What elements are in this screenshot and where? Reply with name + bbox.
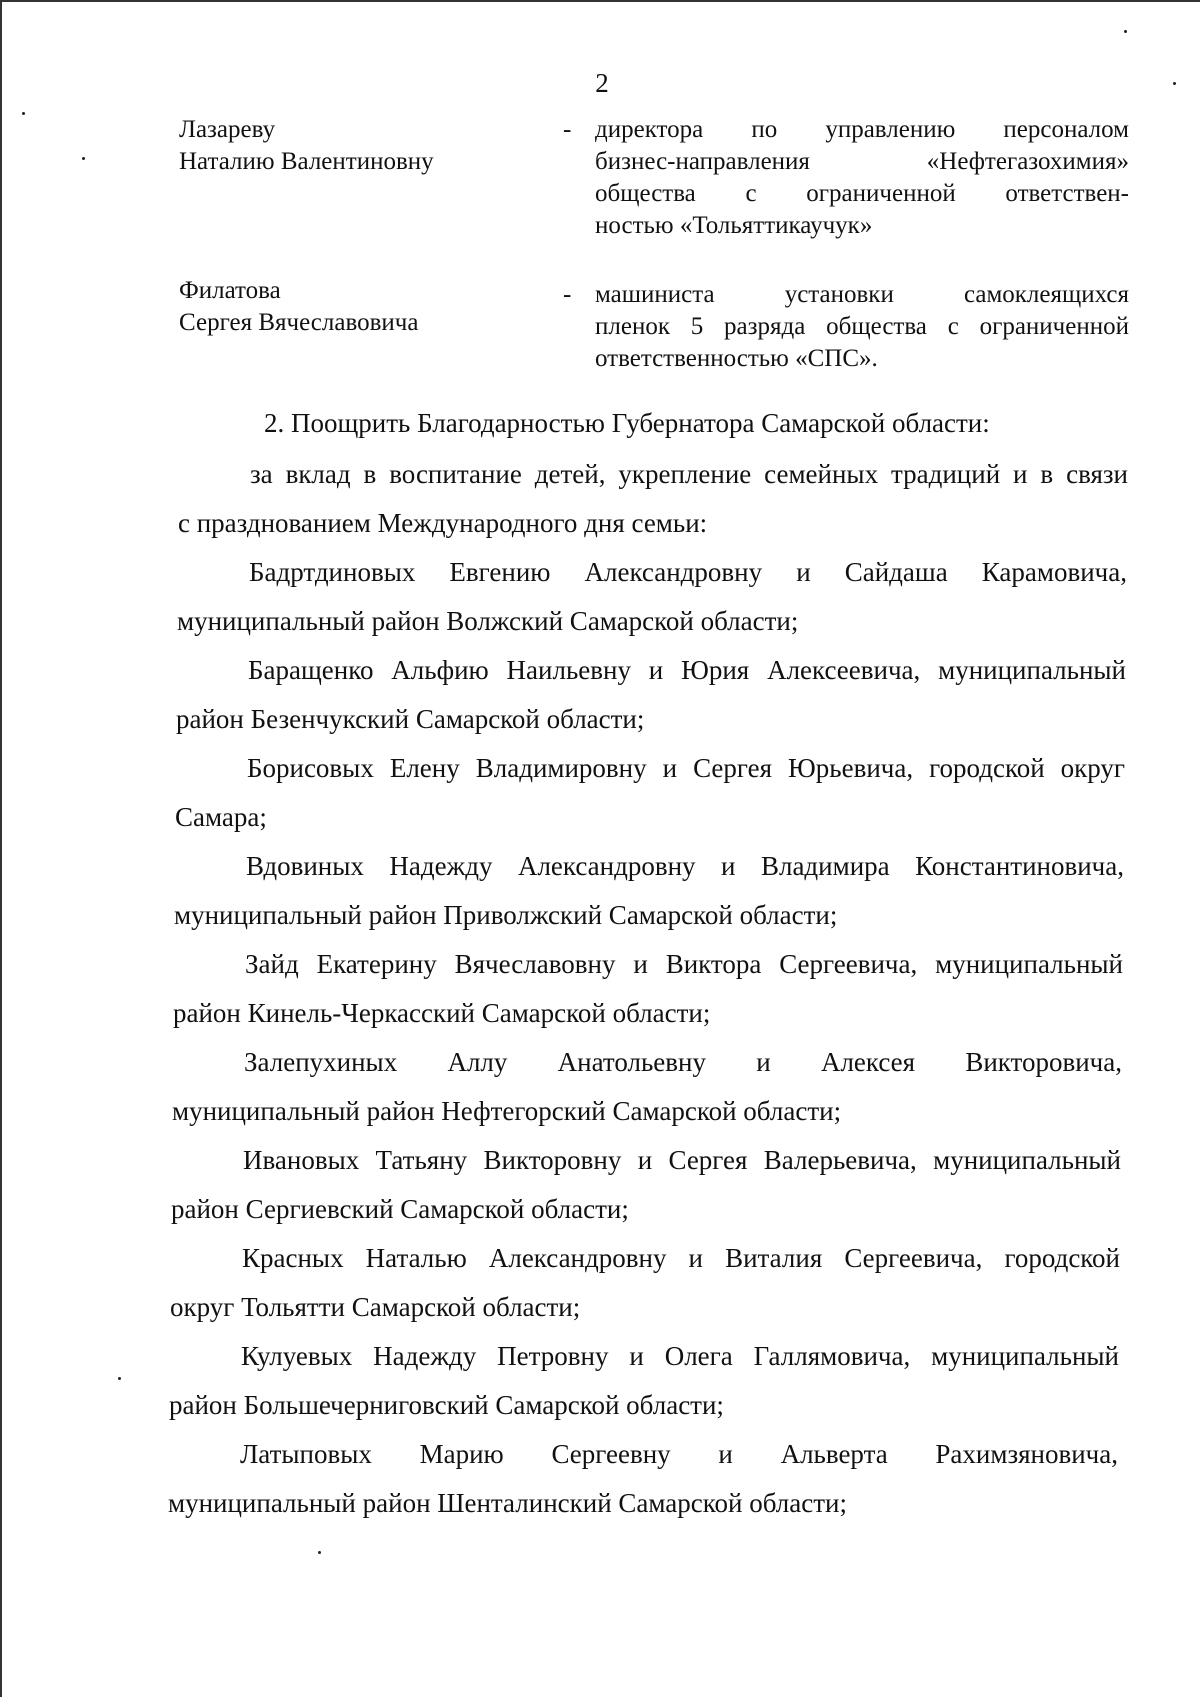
family-first-line: Латыповых Марию Сергеевну и Альверта Рахимзяновича,: [240, 1439, 1118, 1469]
family-first-line: Залепухиных Аллу Анатольевну и Алексея Викторовича,: [244, 1047, 1122, 1077]
scan-speck: [118, 1377, 121, 1380]
family-entry: [175, 744, 1125, 842]
awardee-surname: Филатова: [179, 277, 281, 304]
family-entry: [174, 842, 1124, 940]
intro-paragraph: [178, 450, 1128, 548]
family-entry: [176, 646, 1126, 744]
awardee-given-names: Сергея Вячеславовича: [179, 309, 419, 336]
page-number: 2: [595, 68, 609, 98]
awardee-surname: Лазареву: [179, 116, 276, 143]
position-line: общества с ограниченной ответствен-: [595, 180, 1129, 207]
family-entry: [172, 1038, 1122, 1136]
awardee-name: [179, 114, 549, 178]
paragraph-second-line: с празднованием Международного дня семьи:: [178, 508, 708, 538]
family-second-line: район Большечерниговский Самарской области;: [169, 1390, 724, 1420]
position-line: бизнес-направления «Нефтегазохимия»: [595, 148, 1129, 175]
family-second-line: район Кинель-Черкасский Самарской области;: [173, 998, 711, 1028]
scan-speck: [82, 157, 85, 160]
family-second-line: район Сергиевский Самарской области;: [171, 1194, 629, 1224]
awardee-name: [179, 275, 549, 339]
family-entry: [169, 1332, 1119, 1430]
position-line: машиниста установки самоклеящихся: [595, 281, 1129, 308]
scan-speck: [1173, 82, 1176, 85]
family-entry: [168, 1430, 1118, 1528]
awardee-dash: -: [563, 281, 572, 308]
family-entry: [171, 1136, 1121, 1234]
family-entry: [170, 1234, 1120, 1332]
family-first-line: Вдовиных Надежду Александровну и Владимира Константиновича,: [246, 851, 1124, 881]
family-second-line: район Безенчукский Самарской области;: [176, 704, 645, 734]
position-line: директора по управлению персоналом: [595, 116, 1129, 143]
family-first-line: Борисовых Елену Владимировну и Сергея Юрьевича, городской округ: [247, 753, 1125, 783]
family-second-line: муниципальный район Нефтегорский Самарской области;: [172, 1096, 842, 1126]
family-first-line: Зайд Екатерину Вячеславовну и Виктора Сергеевича, муниципальный: [245, 949, 1123, 979]
section-heading: 2. Поощрить Благодарностью Губернатора Самарской области:: [264, 408, 990, 438]
family-first-line: Бадртдиновых Евгению Александровну и Сайдаша Карамовича,: [249, 557, 1127, 587]
family-second-line: округ Тольятти Самарской области;: [170, 1292, 581, 1322]
position-line: ностью «Тольяттикаучук»: [595, 212, 873, 239]
family-first-line: Красных Наталью Александровну и Виталия Сергеевича, городской: [242, 1243, 1120, 1273]
family-entry: [173, 940, 1123, 1038]
family-second-line: муниципальный район Приволжский Самарской области;: [174, 900, 838, 930]
family-second-line: муниципальный район Волжский Самарской области;: [177, 606, 799, 636]
awardee-position: [595, 114, 1129, 242]
awardee-position: [595, 279, 1129, 375]
scan-speck: [318, 1551, 321, 1554]
scan-speck: [1124, 30, 1127, 33]
position-line: пленок 5 разряда общества с ограниченной: [595, 313, 1129, 340]
family-second-line: муниципальный район Шенталинский Самарской области;: [168, 1488, 847, 1518]
awardee-given-names: Наталию Валентиновну: [179, 148, 434, 175]
paragraph-first-line: за вклад в воспитание детей, укрепление семейных традиций и в связи: [250, 459, 1128, 489]
family-first-line: Баращенко Альфию Наильевну и Юрия Алексеевича, муниципальный: [248, 655, 1126, 685]
scan-speck: [22, 112, 25, 115]
family-first-line: Кулуевых Надежду Петровну и Олега Галлямовича, муниципальный: [241, 1341, 1119, 1371]
family-entry: [177, 548, 1127, 646]
family-second-line: Самара;: [175, 802, 267, 832]
family-first-line: Ивановых Татьяну Викторовну и Сергея Валерьевича, муниципальный: [243, 1145, 1121, 1175]
awardee-dash: -: [563, 116, 572, 143]
position-line: ответственностью «СПС».: [595, 345, 878, 372]
